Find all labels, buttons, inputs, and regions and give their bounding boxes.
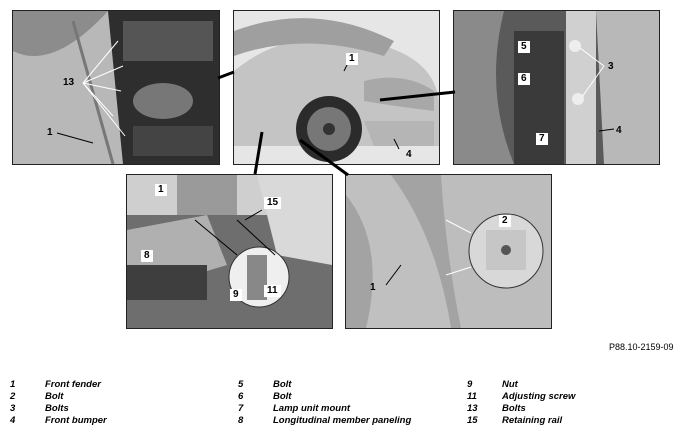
legend-row: 8 Longitudinal member paneling bbox=[238, 415, 412, 426]
callout-3: 3 bbox=[608, 61, 614, 72]
callout-9: 9 bbox=[230, 289, 242, 301]
legend-row: 11 Adjusting screw bbox=[467, 391, 576, 402]
callout-8: 8 bbox=[141, 250, 153, 262]
legend-row: 6 Bolt bbox=[238, 391, 292, 402]
callout-11: 11 bbox=[264, 285, 281, 297]
legend-row: 3 Bolts bbox=[10, 403, 69, 414]
legend-row: 4 Front bumper bbox=[10, 415, 107, 426]
legend-column-3 bbox=[467, 379, 575, 427]
legend-row: 13 Bolts bbox=[467, 403, 526, 414]
callout-5: 5 bbox=[518, 41, 530, 53]
legend-row: 15 Retaining rail bbox=[467, 415, 563, 426]
legend-row: 2 Bolt bbox=[10, 391, 64, 402]
callout-13: 13 bbox=[63, 77, 75, 88]
legend-row: 7 Lamp unit mount bbox=[238, 403, 351, 414]
callout-1: 1 bbox=[346, 53, 358, 65]
legend-row: 5 Bolt bbox=[238, 379, 292, 390]
callout-2: 2 bbox=[499, 215, 511, 227]
callout-6: 6 bbox=[518, 73, 530, 85]
legend-row: 1 Front fender bbox=[10, 379, 101, 390]
callout-4: 4 bbox=[406, 149, 412, 160]
callout-4: 4 bbox=[616, 125, 622, 136]
legend-column-2 bbox=[238, 379, 411, 427]
callout-1: 1 bbox=[155, 184, 167, 196]
figure-reference: P88.10-2159-09 bbox=[609, 342, 674, 352]
callout-1: 1 bbox=[47, 127, 53, 138]
legend-column-1 bbox=[10, 379, 107, 427]
legend-row: 9 Nut bbox=[467, 379, 518, 390]
callout-15: 15 bbox=[264, 197, 281, 209]
callout-1: 1 bbox=[370, 282, 376, 293]
callout-7: 7 bbox=[536, 133, 548, 145]
